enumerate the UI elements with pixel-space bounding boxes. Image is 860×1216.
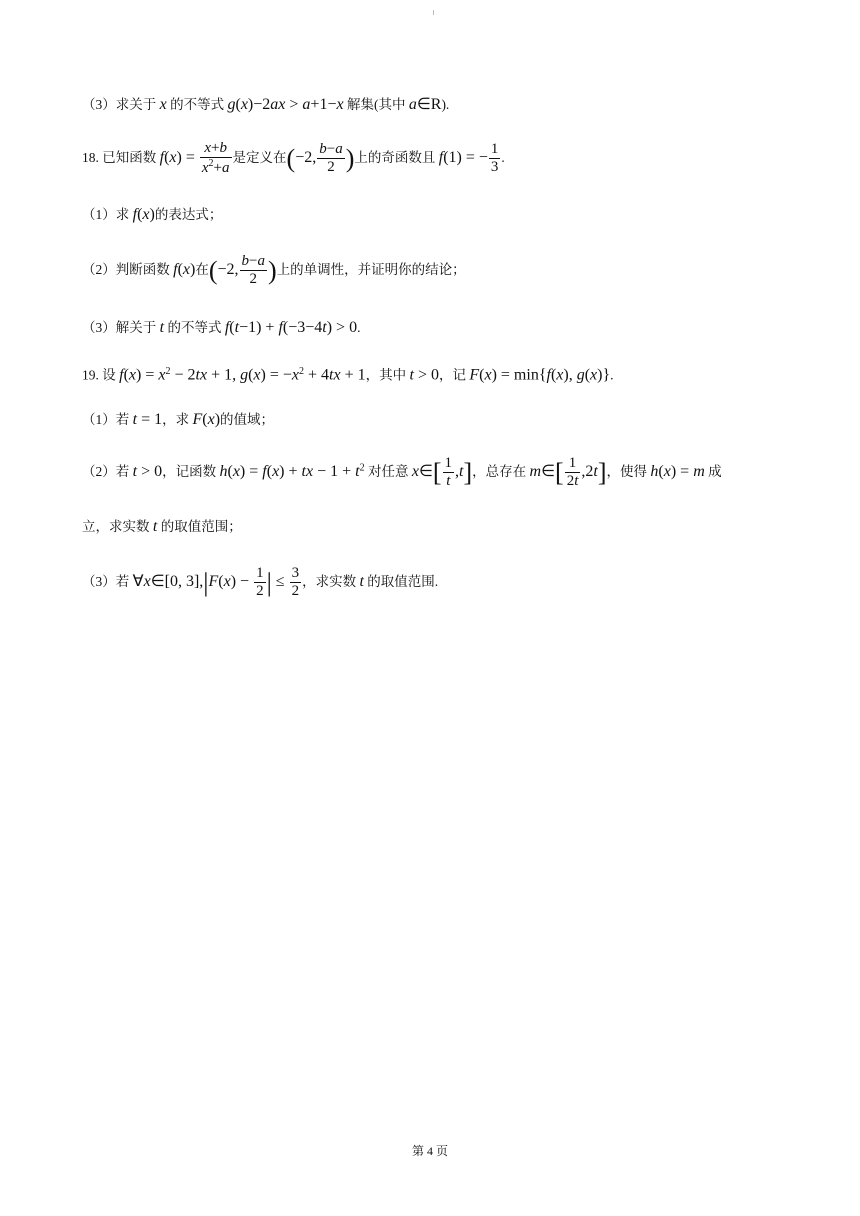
header-tick — [433, 10, 434, 15]
q19-part2-cont: 立，求实数 t 的取值范围； — [82, 518, 242, 535]
q18-part3: （3）解关于 t 的不等式 f(t−1) + f(−3−4t) > 0. — [82, 319, 361, 336]
q18-part2: （2）判断函数 f(x)在(−2, $\frac{b-a}{2}$ )上的单调性，并证明你的结论； — [82, 253, 466, 288]
q19-part2: （2）若 t > 0，记函数 h(x) = f(x) + tx − $1 + t^2$ 对任意 x∈[ $\frac{1}{t}$ ,t]，总存在 m∈[ $\frac{1}{2t}$ ,2t]，使得 h(x) = m 成 — [82, 455, 722, 490]
q19-part3: （3）若 ∀x∈[0, 3],|F(x) − $\frac{1}{2}$ | ≤ $\frac{3}{2}$ ，求实数 t 的取值范围. — [82, 565, 439, 600]
q18-part1: （1）求 f(x)的表达式； — [82, 206, 223, 223]
q19-stem: 19. 设 $f(x) = x^2 - 2tx + 1$, $g(x) = -x^2 + 4tx + 1$，其中 t > 0，记 F(x) = min{f(x), g(x)}. — [82, 366, 614, 384]
page-number: 第 4 页 — [411, 1144, 448, 1158]
q17-part3: （3）求关于 x 的不等式 g(x)−2ax > a+1−x 解集(其中 a∈R). — [82, 96, 450, 113]
q19-part1: （1）若 t = 1，求 F(x)的值域； — [82, 411, 275, 428]
q18-stem: 18. 已知函数 f(x) = $\frac{x+b}{x^2+a}$ 是定义在(−2, $\frac{b-a}{2}$ )上的奇函数且 f(1) = − $\frac{1}{3}$ . — [82, 140, 505, 177]
